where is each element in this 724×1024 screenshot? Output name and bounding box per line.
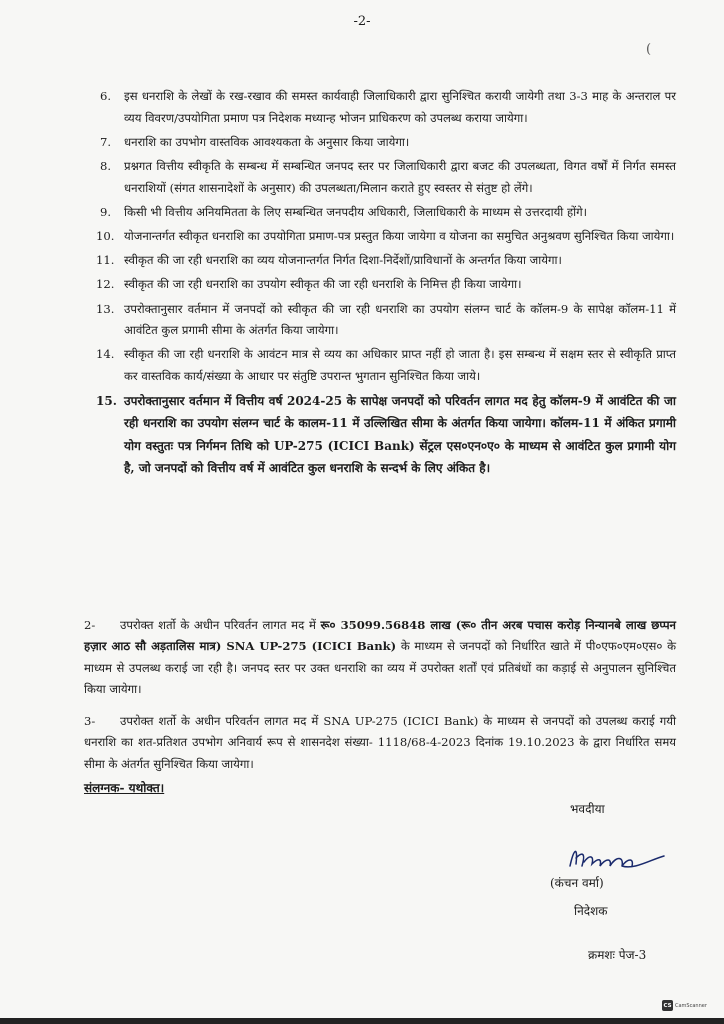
item-text: योजनान्तर्गत स्वीकृत धनराशि का उपयोगिता प्रमाण-पत्र प्रस्तुत किया जायेगा व योजना का समुचित अनुश्रवण सुनिश्चित किया जायेगा। — [124, 228, 675, 243]
item-number: 14. — [96, 347, 115, 362]
condition-item — [96, 226, 676, 248]
camscanner-icon: CS — [662, 1000, 673, 1011]
item-text: किसी भी वित्तीय अनियमितता के लिए सम्बन्धित जनपदीय अधिकारी, जिलाधिकारी के माध्यम से उत्तरदायी होंगे। — [124, 204, 588, 219]
item-number: 15. — [96, 394, 117, 409]
condition-item — [100, 86, 676, 129]
paragraph-text: उपरोक्त शर्तो के अधीन परिवर्तन लागत मद में SNA UP-275 (ICICI Bank) के माध्यम से जनपदों को उपलब्ध कराई गयी धनराशि का शत-प्रतिशत उपभोग अनिवार्य रूप से शासनदेश संख्या- 1118/68-4-2023 दिनांक 19.10.2023 के द्वारा निर्धारित समय सीमा के अंतर्गत सुनिश्चित किया जायेगा। — [84, 714, 676, 771]
item-number: 9. — [100, 204, 112, 219]
item-number: 7. — [100, 134, 112, 149]
item-text: स्वीकृत की जा रही धनराशि का उपयोग स्वीकृत की जा रही धनराशि के निमित्त ही किया जायेगा। — [124, 277, 522, 292]
item-number: 6. — [100, 89, 112, 103]
paragraph-text: उपरोक्त शर्तो के अधीन परिवर्तन लागत मद में — [120, 618, 321, 632]
signer-designation: निदेशक — [574, 904, 608, 918]
paragraph-number: 3- — [84, 714, 96, 728]
condition-item — [96, 344, 676, 387]
paragraph-2 — [84, 615, 676, 701]
stray-mark: ( — [646, 42, 652, 57]
item-text: स्वीकृत की जा रही धनराशि का व्यय योजनान्तर्गत निर्गत दिशा-निर्देशों/प्राविधानों के अन्तर्गत किया जायेगा। — [124, 253, 562, 268]
item-number: 8. — [100, 158, 112, 173]
conditions-list — [96, 86, 676, 482]
scanner-label: CamScanner — [675, 1002, 707, 1009]
item-number: 13. — [96, 301, 115, 316]
amount-text: रू० 35099.56848 लाख (रू० तीन अरब पचास करोड़ निन्यानबे लाख छप्पन हज़ार आठ सौ अड़तालिस मात्र) SNA UP-275 (ICICI Bank) — [84, 618, 676, 654]
condition-item — [100, 202, 676, 224]
item-number: 11. — [96, 253, 115, 268]
page-bottom-edge — [0, 1018, 724, 1024]
paragraph-3 — [84, 711, 676, 775]
condition-item — [96, 250, 676, 272]
condition-item — [100, 132, 676, 154]
continued-note: क्रमशः पेज-3 — [588, 948, 647, 962]
item-number: 10. — [96, 228, 115, 243]
condition-item — [96, 274, 676, 296]
paragraph-number: 2- — [84, 618, 96, 632]
item-text: इस धनराशि के लेखों के रख-रखाव की समस्त कार्यवाही जिलाधिकारी द्वारा सुनिश्चित करायी जायेगी तथा 3-3 माह के अन्तराल पर व्यय विवरण/उपयोगिता प्रमाण पत्र निदेशक मध्यान्ह भोजन प्राधिकरण को उपलब्ध कराया जायेगा। — [124, 89, 676, 125]
item-text: प्रश्नगत वित्तीय स्वीकृति के सम्बन्ध में सम्बन्धित जनपद स्तर पर जिलाधिकारी द्वारा बजट की उपलब्धता, विगत वर्षों में निर्गत समस्त धनराशियों (संगत शासनादेशों के अनुसार) की उपलब्धता/मिलान कराते हुए स्वस्तर से संतुष्ट हो लेंगे। — [124, 158, 676, 195]
signer-name: (कंचन वर्मा) — [550, 876, 604, 890]
enclosure-note: संलग्नक- यथोक्त। — [84, 781, 165, 795]
condition-item — [100, 156, 676, 199]
scanner-watermark — [662, 1000, 707, 1011]
paragraph-text: के माध्यम से जनपदों को निर्धारित खाते में पी०एफ०एम०एस० के माध्यम से उपलब्ध कराई जा रही है। जनपद स्तर पर उक्त धनराशि का व्यय में उपरोक्त शर्तों एवं प्रतिबंधों का कड़ाई से अनुपालन सुनिश्चित किया जायेगा। — [84, 639, 676, 697]
page-number: -2- — [353, 14, 371, 29]
condition-item — [96, 299, 676, 342]
item-text: स्वीकृत की जा रही धनराशि के आवंटन मात्र से व्यय का अधिकार प्राप्त नहीं हो जाता है। इस सम्बन्ध में सक्षम स्तर से स्वीकृति प्राप्त कर वास्तविक कार्य/संख्या के आधार पर संतुष्टि उपरान्त भुगतान सुनिश्चित किया जाये। — [124, 347, 676, 383]
condition-item — [96, 390, 676, 480]
item-number: 12. — [96, 277, 115, 292]
closing-salutation: भवदीया — [570, 802, 605, 816]
item-text: उपरोक्तानुसार वर्तमान में जनपदों को स्वीकृत की जा रही धनराशि का उपयोग संलग्न चार्ट के कॉलम-9 के सापेक्ष कॉलम-11 में आवंटित कुल प्रगामी सीमा के अंतर्गत किया जायेगा। — [124, 301, 676, 338]
item-text: उपरोक्तानुसार वर्तमान में वित्तीय वर्ष 2024-25 के सापेक्ष जनपदों को परिवर्तन लागत मद हेतु कॉलम-9 में आवंटित की जा रही धनराशि का उपयोग संलग्न चार्ट के कालम-11 में उल्लिखित सीमा के अंतर्गत किया जायेगा। कॉलम-11 में अंकित प्रगामी योग वस्तुतः पत्र निर्गमन तिथि को UP-275 (ICICI Bank) सेंट्रल एस०एन०ए० के माध्यम से आवंटित कुल प्रगामी योग है, जो जनपदों को वित्तीय वर्ष में आवंटित कुल धनराशि के सन्दर्भ के लिए अंकित है। — [124, 394, 676, 476]
item-text: धनराशि का उपभोग वास्तविक आवश्यकता के अनुसार किया जायेगा। — [124, 134, 410, 149]
